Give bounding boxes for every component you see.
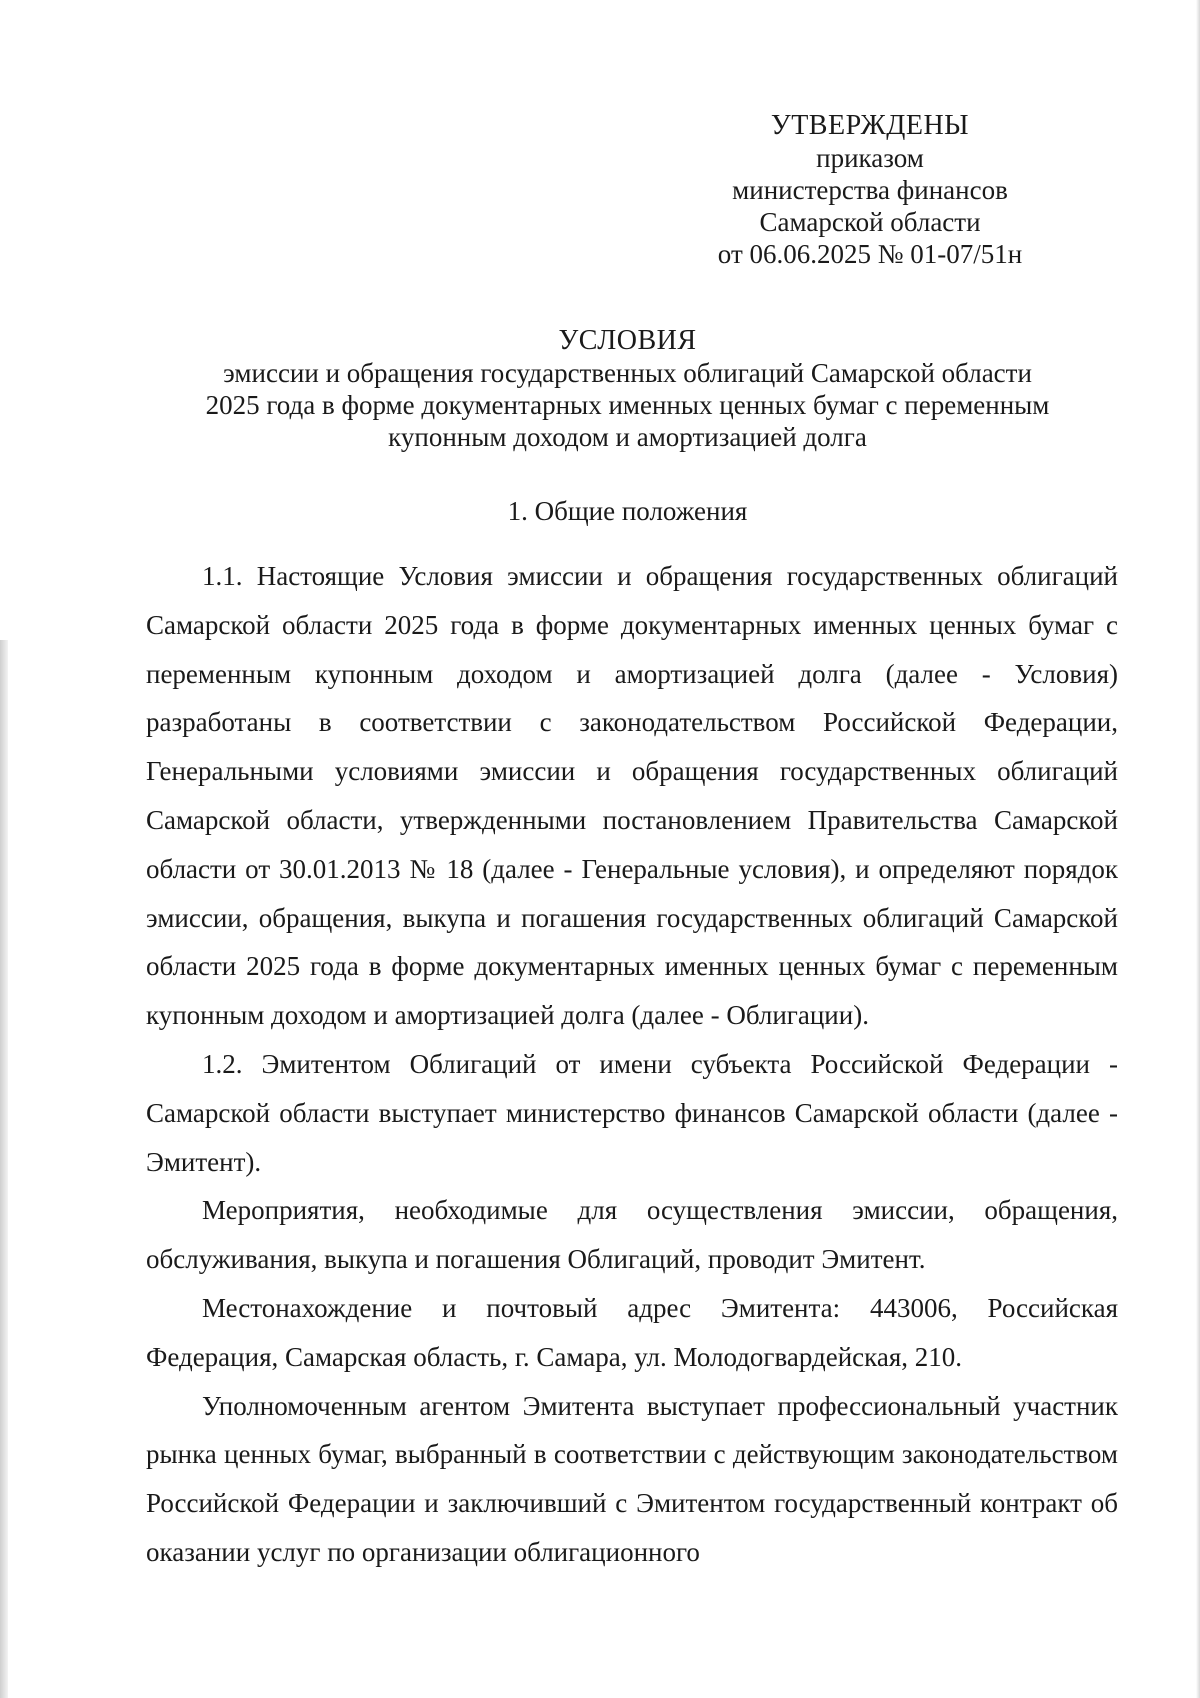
document-title-line-2: 2025 года в форме документарных именных ценных бумаг с переменным bbox=[205, 390, 1050, 420]
document-body bbox=[146, 552, 1118, 1577]
approval-title: УТВЕРЖДЕНЫ bbox=[770, 110, 970, 141]
paragraph-measures: Мероприятия, необходимые для осуществления эмиссии, обращения, обслуживания, выкупа и погашения Облигаций, проводит Эмитент. bbox=[146, 1195, 1118, 1275]
paragraph-agent: Уполномоченным агентом Эмитента выступает профессиональный участник рынка ценных бумаг, выбранный в соответствии с действующим законодательством Российской Федерации и заключивший с Эмитентом государственный контракт об оказании услуг по организации облигационного bbox=[146, 1390, 1118, 1567]
paragraph-address: Местонахождение и почтовый адрес Эмитента: 443006, Российская Федерация, Самарская область, г. Самара, ул. Молодогвардейская, 210. bbox=[146, 1292, 1118, 1372]
document-title-main: УСЛОВИЯ bbox=[558, 325, 697, 356]
approval-line-date-number: от 06.06.2025 № 01-07/51н bbox=[717, 239, 1023, 269]
document-title-line-3: купонным доходом и амортизацией долга bbox=[388, 422, 867, 452]
section-heading: 1. Общие положения bbox=[507, 496, 748, 526]
approval-line-region: Самарской области bbox=[759, 207, 981, 237]
paragraph-1-2: 1.2. Эмитентом Облигаций от имени субъекта Российской Федерации - Самарской области выступает министерство финансов Самарской области (далее - Эмитент). bbox=[146, 1048, 1118, 1177]
paragraph-1-1: 1.1. Настоящие Условия эмиссии и обращения государственных облигаций Самарской области 2025 года в форме документарных именных ценных бумаг с переменным купонным доходом и амортизацией долга (далее - Условия) разработаны в соответствии с законодательством Российской Федерации, Генеральными условиями эмиссии и обращения государственных облигаций Самарской области, утвержденными постановлением Правительства Самарской области от 30.01.2013 № 18 (далее - Генеральные условия), и определяют порядок эмиссии, обращения, выкупа и погашения государственных облигаций Самарской области 2025 года в форме документарных именных ценных бумаг с переменным купонным доходом и амортизацией долга (далее - Облигации). bbox=[146, 561, 1118, 1031]
document-title-line-1: эмиссии и обращения государственных облигаций Самарской области bbox=[223, 358, 1032, 388]
approval-line-order: приказом bbox=[816, 143, 924, 173]
approval-stamp bbox=[690, 110, 1050, 270]
document-title bbox=[150, 325, 1105, 453]
approval-line-ministry: министерства финансов bbox=[732, 175, 1008, 205]
